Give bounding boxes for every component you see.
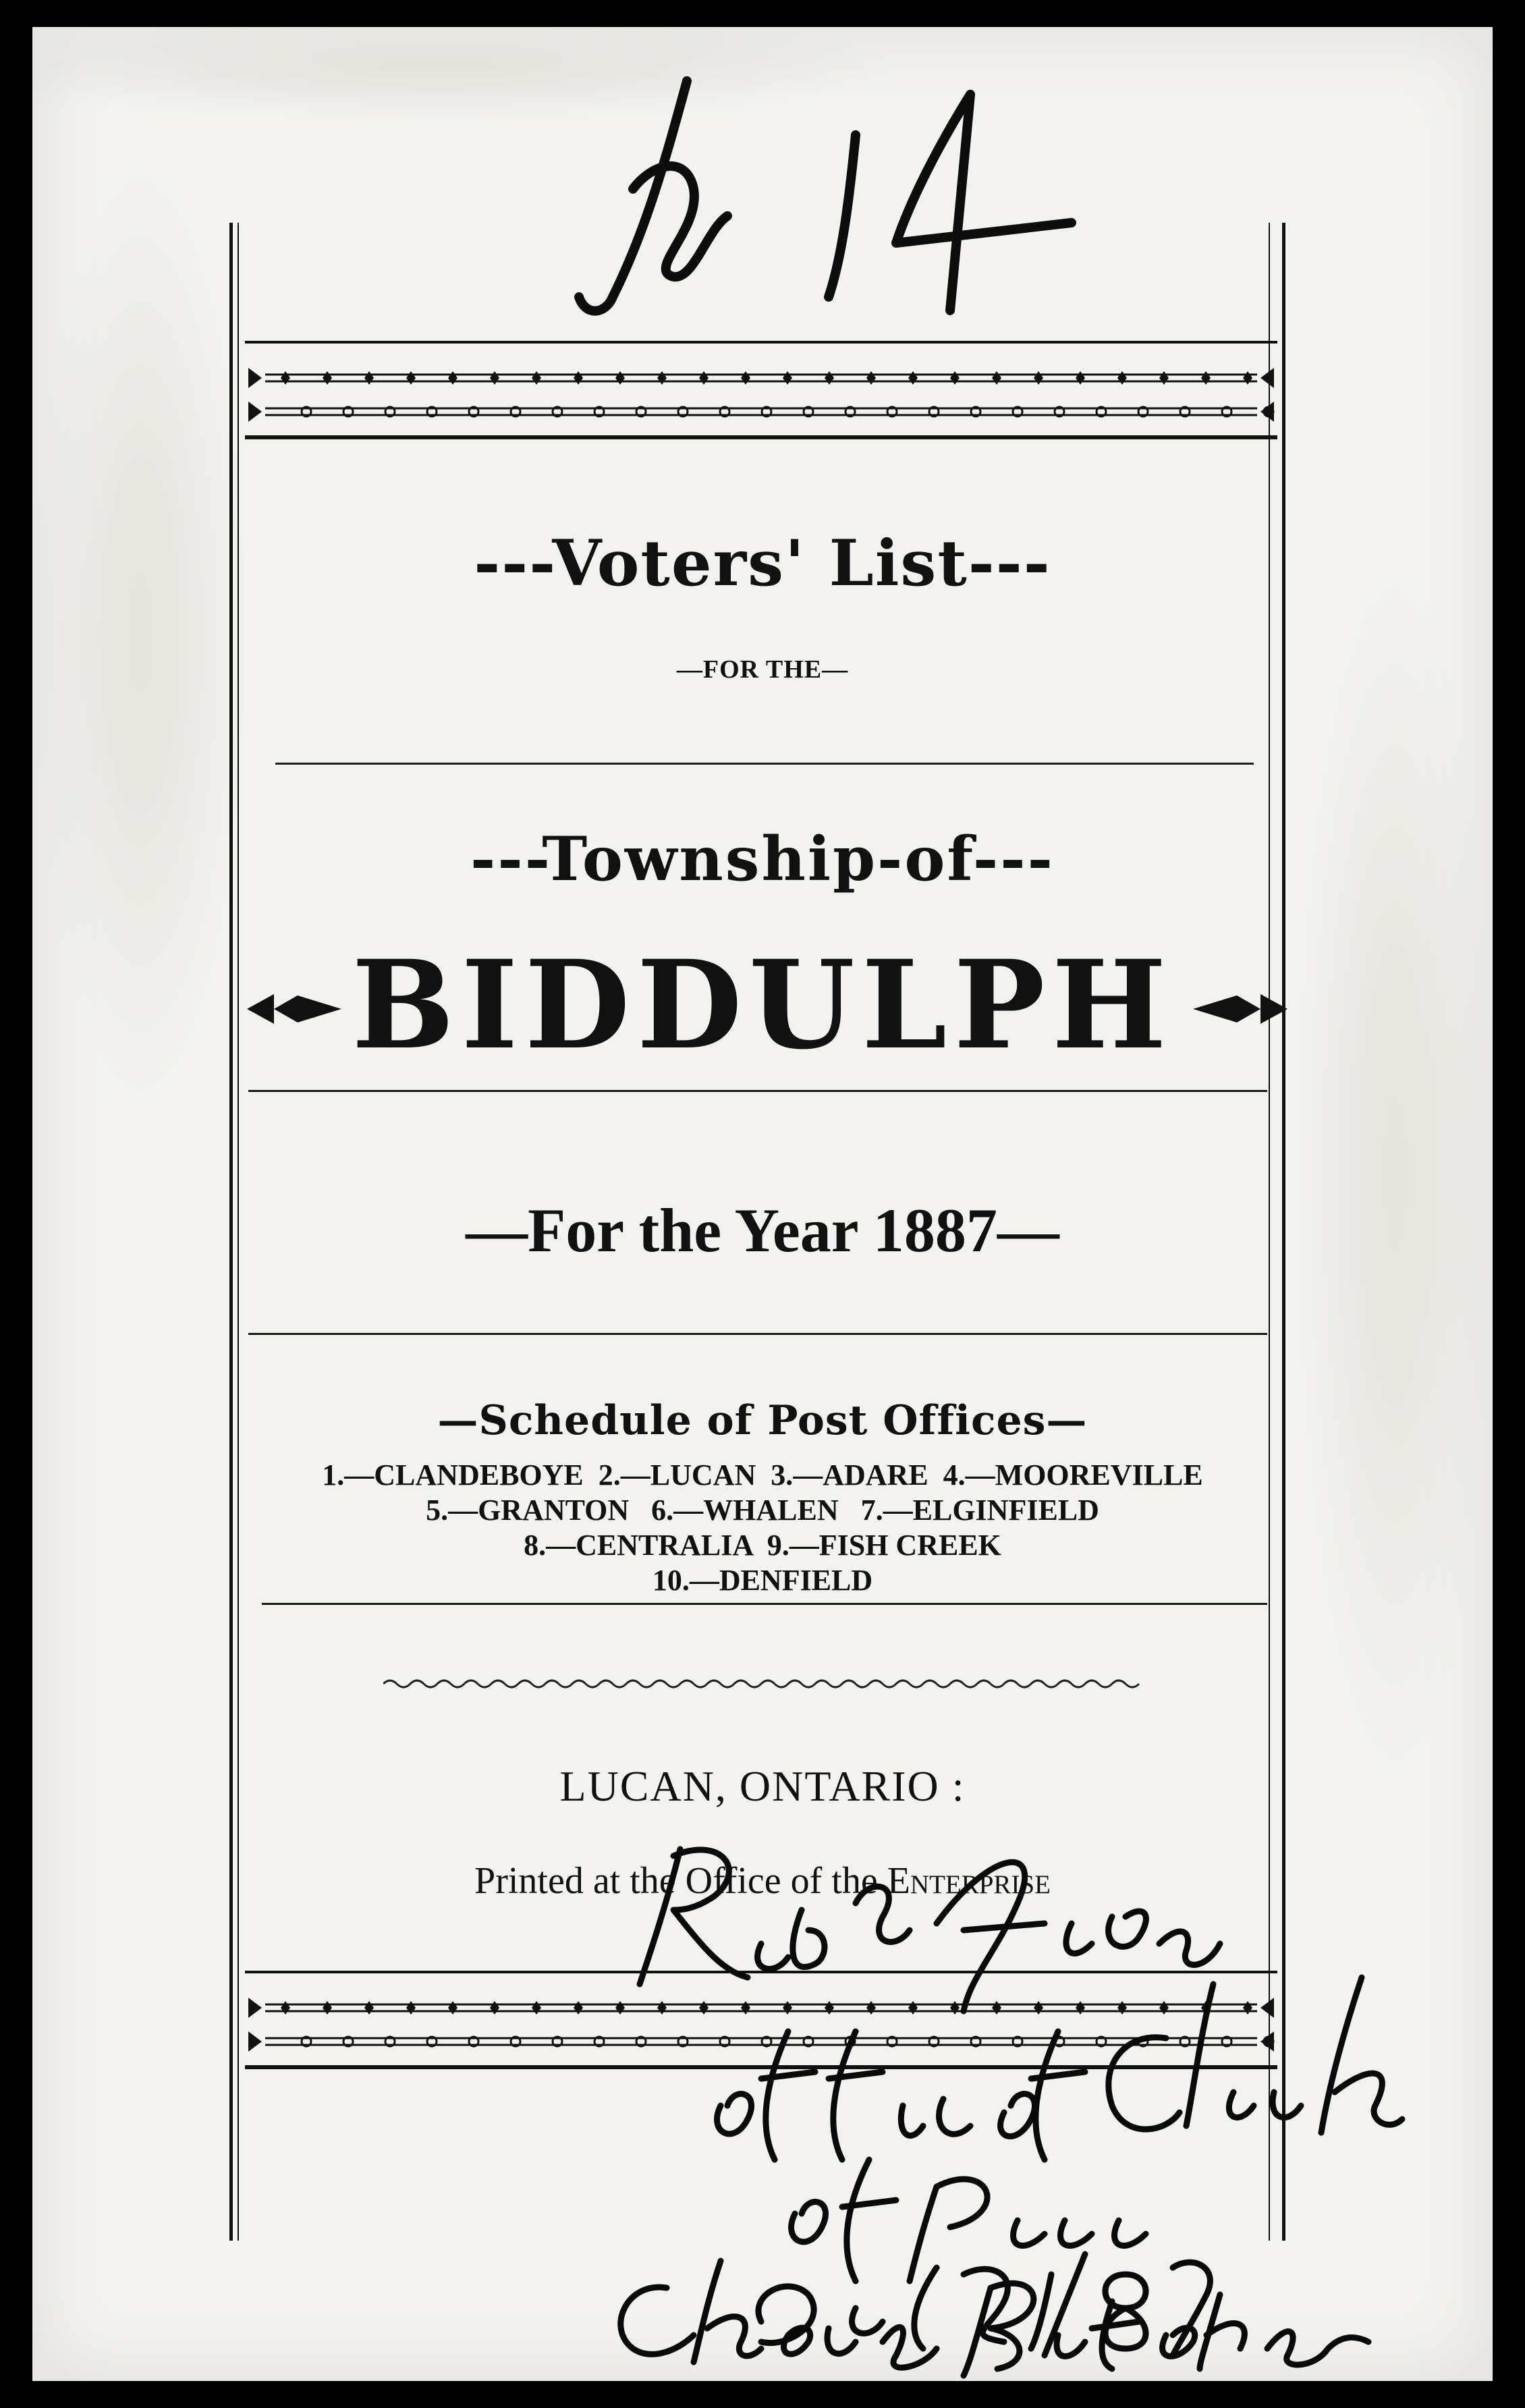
border-ornament [1117, 371, 1127, 385]
border-ornament [323, 371, 332, 385]
rule-4 [262, 1603, 1267, 1605]
border-ornament [741, 371, 750, 385]
imprint-printer-prefix: Printed at the Office of the [474, 1860, 887, 1902]
border-ornament [992, 371, 1001, 385]
border-ornament [490, 2001, 499, 2015]
township-of-heading: ---Township-of--- [470, 823, 1055, 895]
township-name: BIDDULPH [352, 934, 1173, 1076]
border-ornament [490, 371, 499, 385]
right-diamond-ornament [1186, 989, 1287, 1029]
border-ornament [1076, 371, 1085, 385]
border-ornament [615, 371, 625, 385]
border-ornament [532, 2001, 541, 2015]
border-ornament [950, 371, 960, 385]
imprint-printer-name: Enterprise [887, 1860, 1051, 1902]
border-ornament [281, 371, 290, 385]
border-ornament [406, 2001, 416, 2015]
rule-2 [248, 1090, 1267, 1092]
ornamental-border-top [245, 341, 1277, 442]
handwritten-top-mark [532, 54, 1166, 337]
handwritten-signature [586, 2234, 1395, 2382]
border-ornament [825, 371, 834, 385]
rule-1 [275, 763, 1254, 765]
imprint-place: LUCAN, ONTARIO : [559, 1762, 966, 1810]
for-the-line: —FOR THE— [676, 655, 849, 684]
schedule-list [32, 1458, 1493, 1598]
border-ornament [364, 2001, 374, 2015]
border-ornament [908, 371, 918, 385]
voters-list-heading: ---Voters' List--- [474, 526, 1051, 601]
year-line: —For the Year 1887— [466, 1196, 1059, 1265]
border-ornament [866, 371, 876, 385]
border-ornament [574, 2001, 583, 2015]
border-ornament [448, 2001, 458, 2015]
document-page [32, 27, 1493, 2381]
border-ornament [1159, 371, 1169, 385]
border-ornament [364, 371, 374, 385]
wavy-rule-ornament [383, 1674, 1146, 1694]
border-ornament [448, 371, 458, 385]
border-ornament [281, 2001, 290, 2015]
left-diamond-ornament [247, 989, 348, 1029]
border-ornament [657, 371, 667, 385]
border-ornament [1201, 371, 1211, 385]
schedule-line: 1.—CLANDEBOYE 2.—LUCAN 3.—ADARE 4.—MOOREVILLE [322, 1458, 1203, 1492]
border-ornament [1034, 371, 1043, 385]
border-ornament [323, 2001, 332, 2015]
border-ornament [1243, 371, 1252, 385]
border-ornament [783, 371, 792, 385]
schedule-line: 5.—GRANTON 6.—WHALEN 7.—ELGINFIELD [426, 1494, 1099, 1527]
border-ornament [574, 371, 583, 385]
border-ornament [699, 371, 709, 385]
rule-3 [248, 1333, 1267, 1335]
schedule-heading: —Schedule of Post Offices— [437, 1397, 1088, 1444]
border-ornament [406, 371, 416, 385]
schedule-line: 10.—DENFIELD [652, 1564, 873, 1597]
schedule-line: 8.—CENTRALIA 9.—FISH CREEK [524, 1529, 1001, 1562]
border-ornament [532, 371, 541, 385]
